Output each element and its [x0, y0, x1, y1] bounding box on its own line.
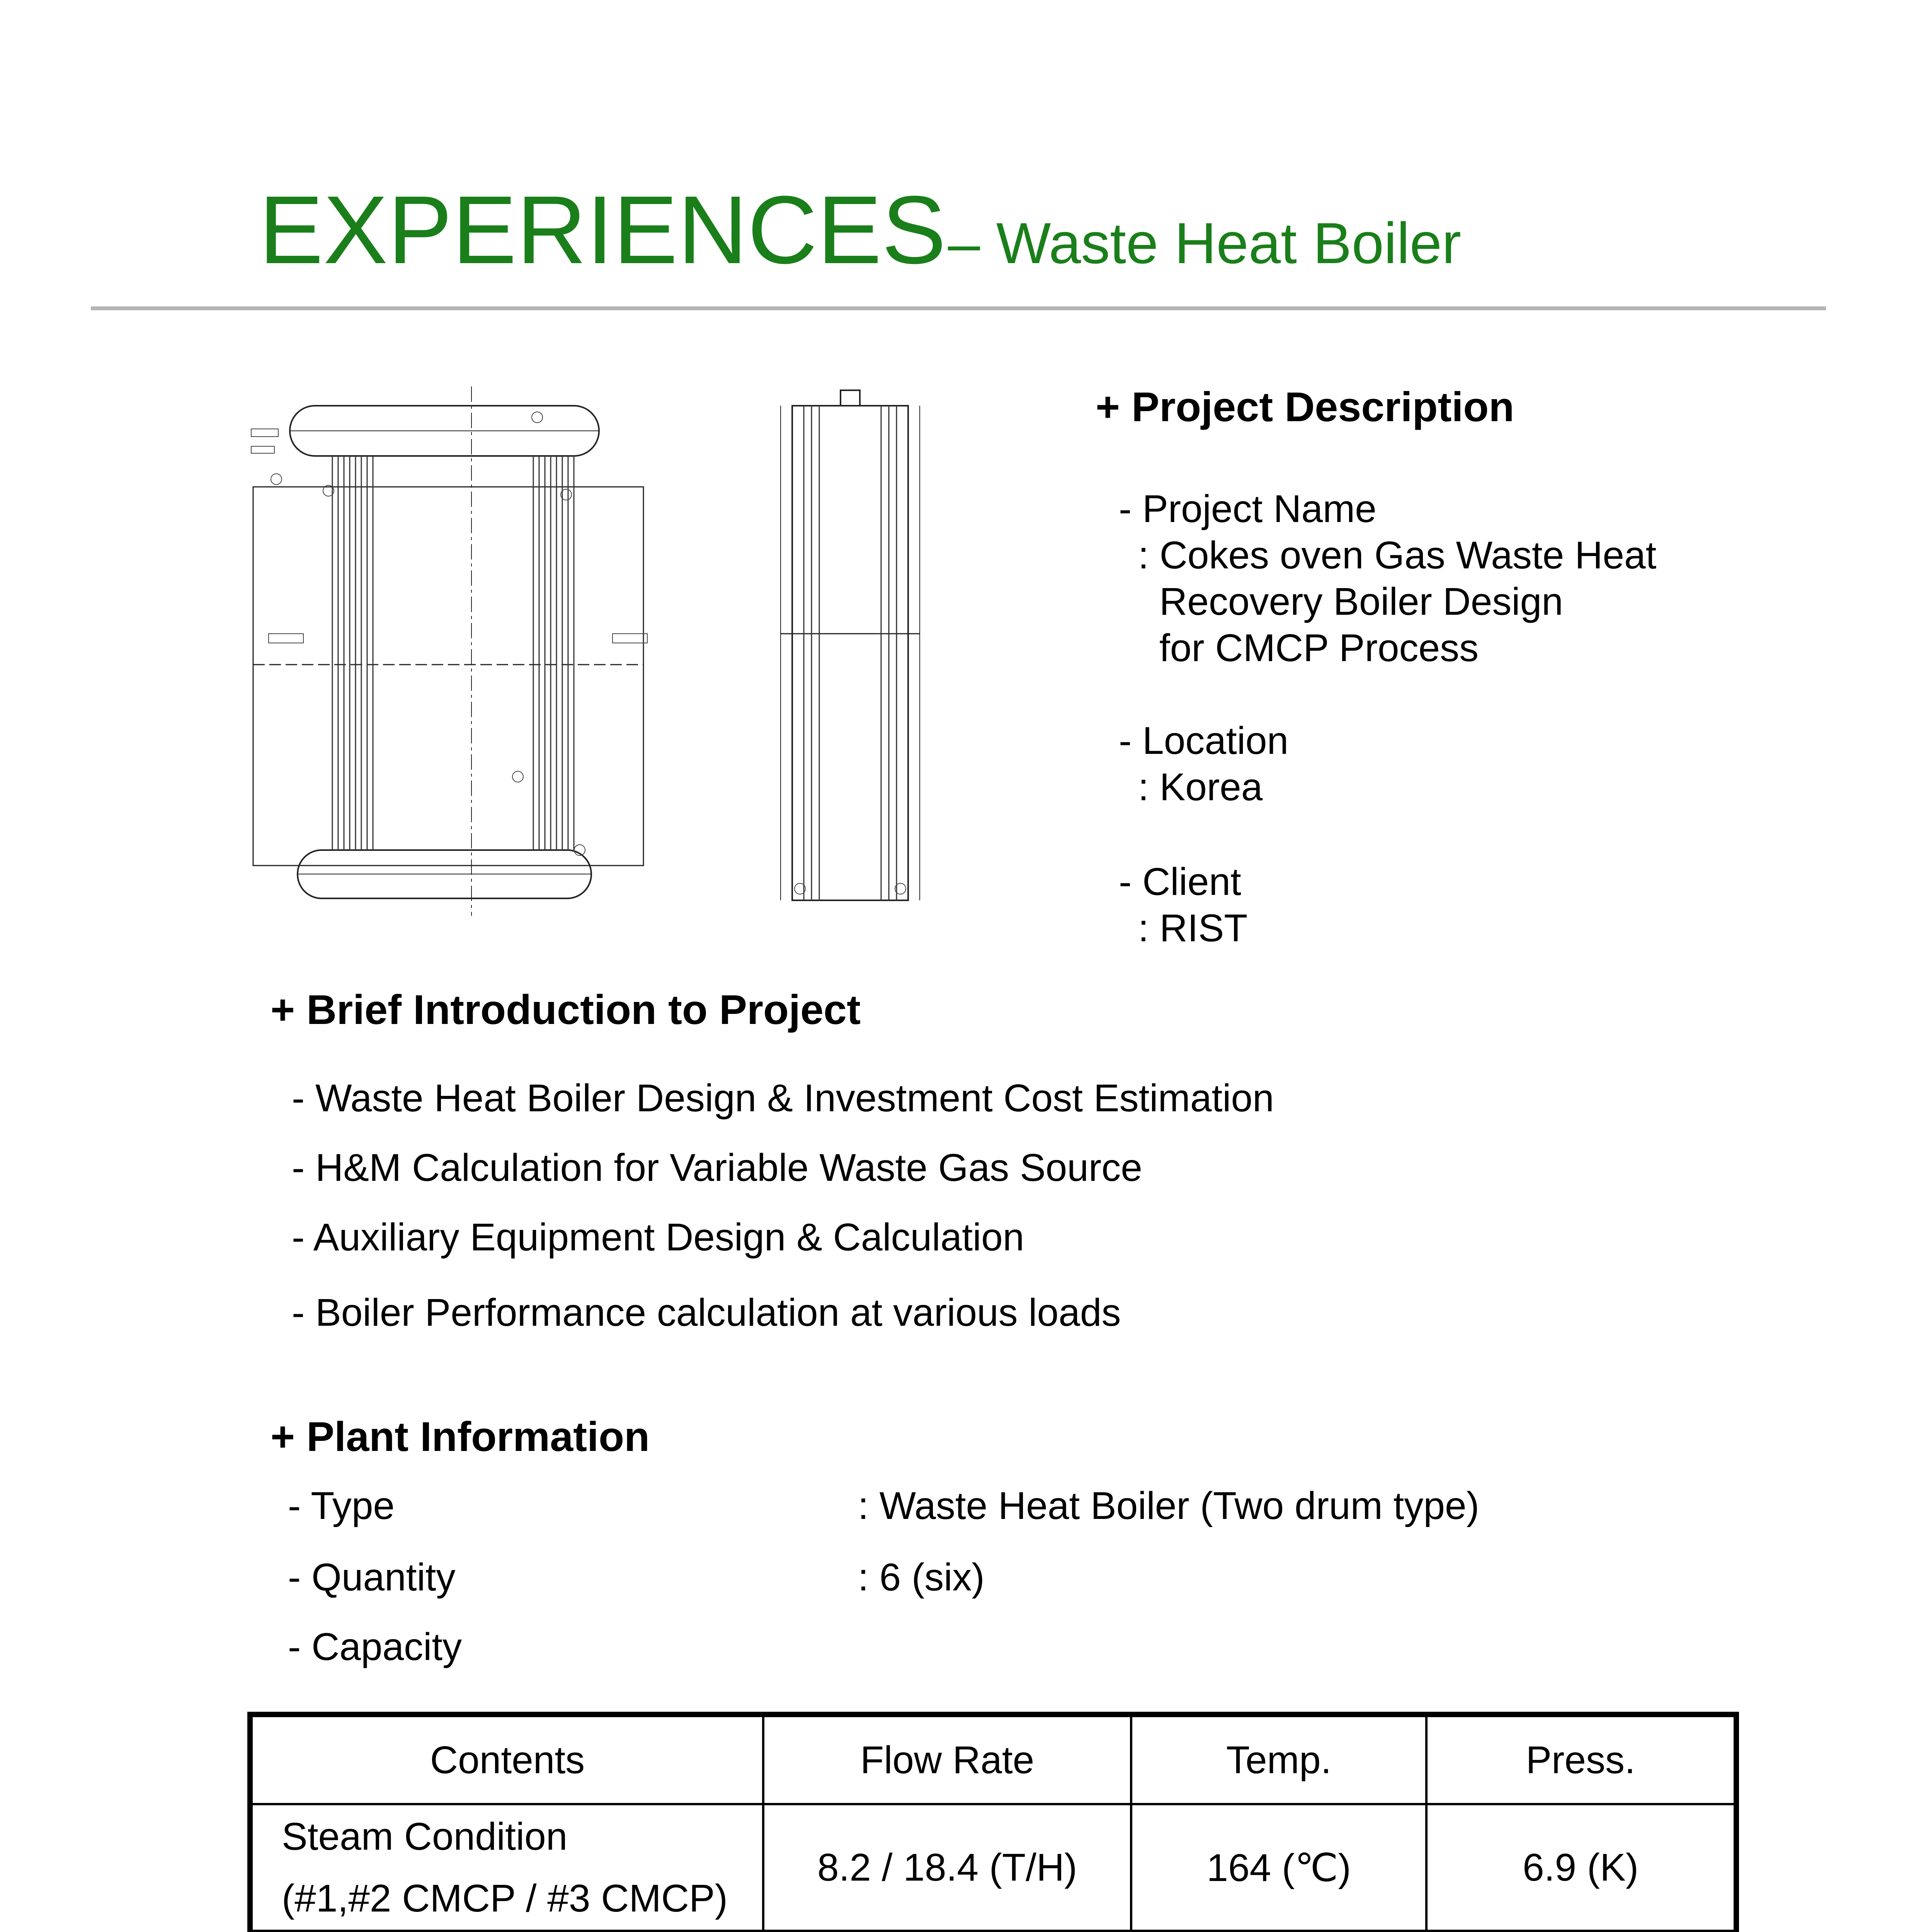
- table-header-row: [250, 1714, 1736, 1804]
- plant-capacity-label: - Capacity: [288, 1625, 462, 1668]
- brief-intro-item: - H&M Calculation for Variable Waste Gas Source: [292, 1146, 1142, 1189]
- location-label: - Location: [1119, 719, 1289, 762]
- project-name-label: - Project Name: [1119, 487, 1377, 531]
- title-main: EXPERIENCES: [259, 176, 946, 284]
- page-title: [259, 176, 1462, 284]
- cell-flow-rate: [763, 1804, 1131, 1931]
- plant-info-heading: + Plant Information: [271, 1413, 650, 1460]
- plant-type-value: : Waste Heat Boiler (Two drum type): [858, 1484, 1479, 1527]
- header-flow-rate: Flow Rate: [763, 1714, 1131, 1804]
- plant-type-label: - Type: [288, 1484, 395, 1527]
- header-press: Press.: [1426, 1714, 1736, 1804]
- brief-intro-item: - Waste Heat Boiler Design & Investment Cost Estimation: [292, 1077, 1274, 1120]
- location-value: : Korea: [1138, 765, 1263, 809]
- table-row: [250, 1804, 1736, 1931]
- capacity-table: [247, 1712, 1739, 1932]
- project-name-line-3: for CMCP Process: [1159, 626, 1479, 670]
- boiler-side-drawing: [240, 379, 657, 920]
- client-value: : RIST: [1138, 906, 1248, 950]
- project-name-line-2: Recovery Boiler Design: [1159, 580, 1563, 623]
- header-contents: Contents: [250, 1714, 763, 1804]
- plant-quantity-label: - Quantity: [288, 1556, 456, 1599]
- project-description-heading: + Project Description: [1096, 383, 1514, 430]
- flow-line-1: 8.2 / 18.4 (T/H): [817, 1845, 1077, 1889]
- content-line-1: Steam Condition: [282, 1815, 568, 1858]
- boiler-end-drawing: [769, 383, 931, 920]
- header-temp: Temp.: [1131, 1714, 1426, 1804]
- cell-temp: 164 (℃): [1131, 1804, 1426, 1931]
- project-name-line-1: : Cokes oven Gas Waste Heat: [1138, 534, 1657, 577]
- brief-intro-item: - Auxiliary Equipment Design & Calculation: [292, 1216, 1024, 1259]
- client-label: - Client: [1119, 860, 1241, 903]
- plant-quantity-value: : 6 (six): [858, 1556, 985, 1599]
- brief-intro-item: - Boiler Performance calculation at various loads: [292, 1291, 1121, 1334]
- title-sub: – Waste Heat Boiler: [948, 211, 1462, 276]
- brief-intro-heading: + Brief Introduction to Project: [271, 986, 861, 1033]
- content-line-2: (#1,#2 CMCP / #3 CMCP): [282, 1877, 728, 1920]
- header-rule: [91, 306, 1826, 310]
- cell-press: 6.9 (K): [1426, 1804, 1736, 1931]
- cell-contents: [250, 1804, 763, 1931]
